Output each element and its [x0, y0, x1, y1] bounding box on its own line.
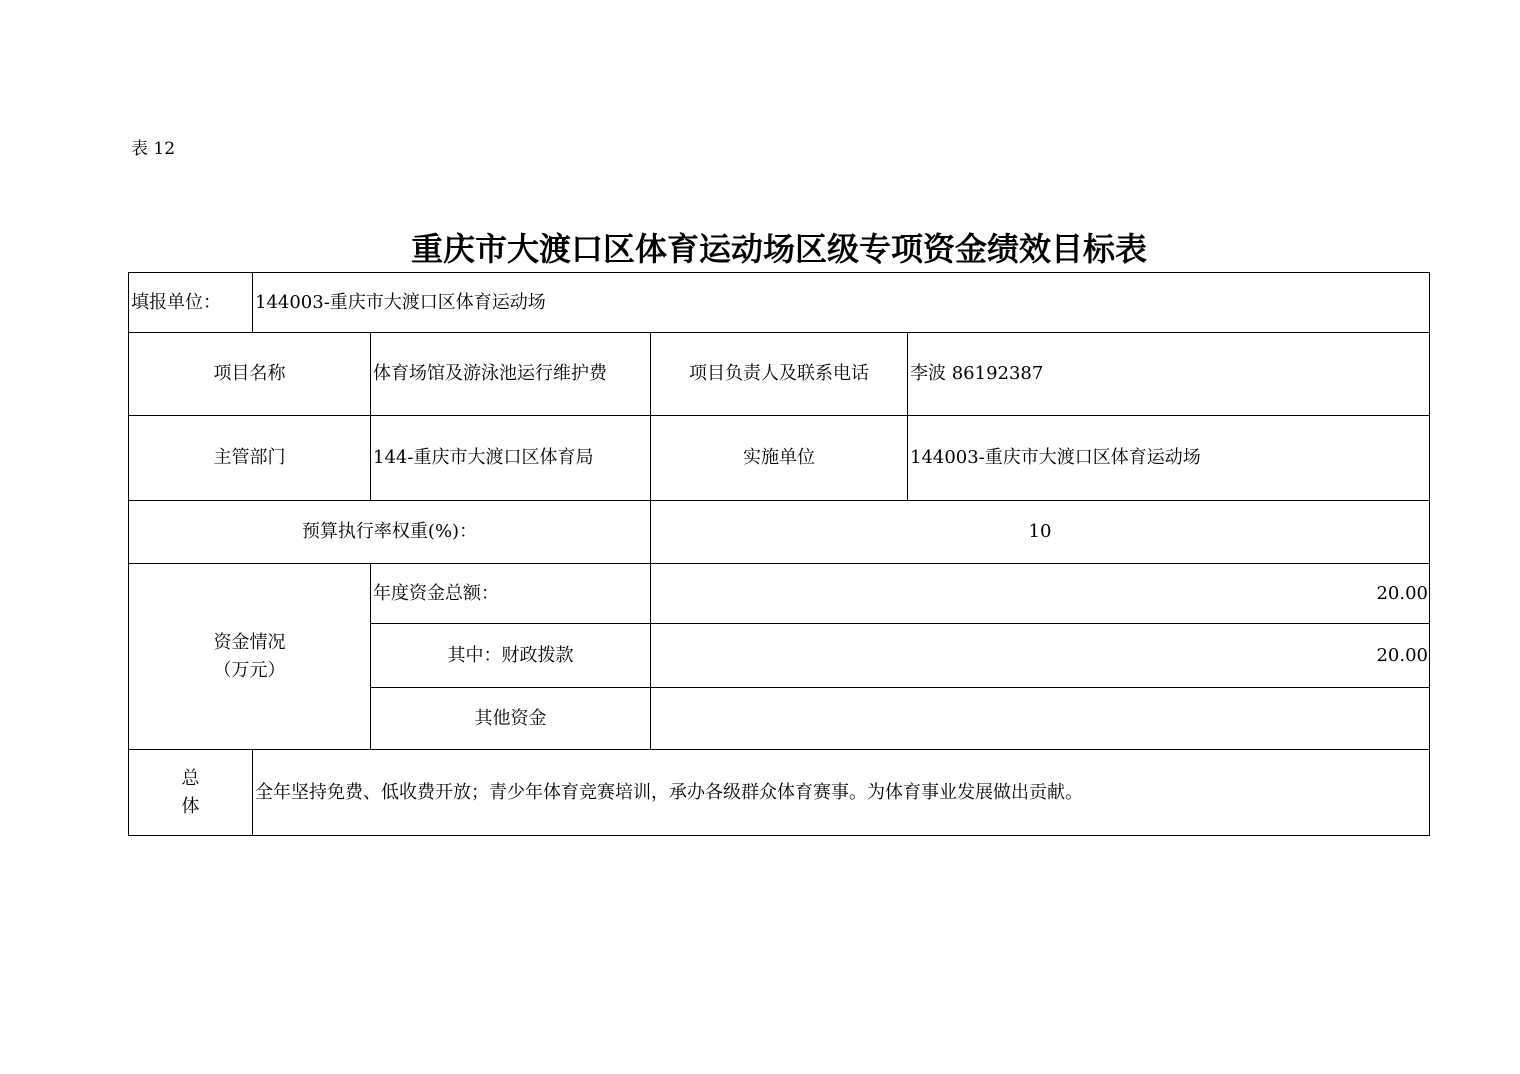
- annual-total-value: 20.00: [650, 563, 1430, 624]
- project-leader-label: 项目负责人及联系电话: [650, 332, 908, 416]
- table-number: 表 12: [131, 139, 176, 159]
- project-name-label: 项目名称: [128, 332, 371, 416]
- department-value: 144-重庆市大渡口区体育局: [370, 415, 651, 501]
- funds-label-line1: 资金情况: [213, 631, 286, 653]
- budget-weight-label: 预算执行率权重(%)：: [128, 500, 651, 564]
- page-title: 重庆市大渡口区体育运动场区级专项资金绩效目标表: [410, 230, 1147, 268]
- overall-label-line2: 体: [181, 795, 200, 817]
- overall-label-line1: 总: [181, 767, 200, 789]
- other-funds-value: [650, 687, 1430, 750]
- overall-goal-value: 全年坚持免费、低收费开放；青少年体育竞赛培训，承办各级群众体育赛事。为体育事业发展做出贡献。: [252, 749, 1430, 836]
- project-leader-value: 李波 86192387: [907, 332, 1430, 416]
- funds-label: [128, 563, 371, 750]
- implementing-unit-value: 144003-重庆市大渡口区体育运动场: [907, 415, 1430, 501]
- annual-total-label: 年度资金总额：: [370, 563, 651, 624]
- project-name-value: 体育场馆及游泳池运行维护费: [370, 332, 651, 416]
- fiscal-funds-value: 20.00: [650, 623, 1430, 688]
- budget-weight-value: 10: [650, 500, 1430, 564]
- overall-label: [128, 749, 253, 836]
- department-label: 主管部门: [128, 415, 371, 501]
- other-funds-label: 其他资金: [370, 687, 651, 750]
- reporting-unit-label: 填报单位：: [128, 272, 253, 333]
- fiscal-funds-label: 其中：财政拨款: [370, 623, 651, 688]
- funds-label-line2: （万元）: [213, 659, 286, 681]
- implementing-unit-label: 实施单位: [650, 415, 908, 501]
- reporting-unit-value: 144003-重庆市大渡口区体育运动场: [252, 272, 1430, 333]
